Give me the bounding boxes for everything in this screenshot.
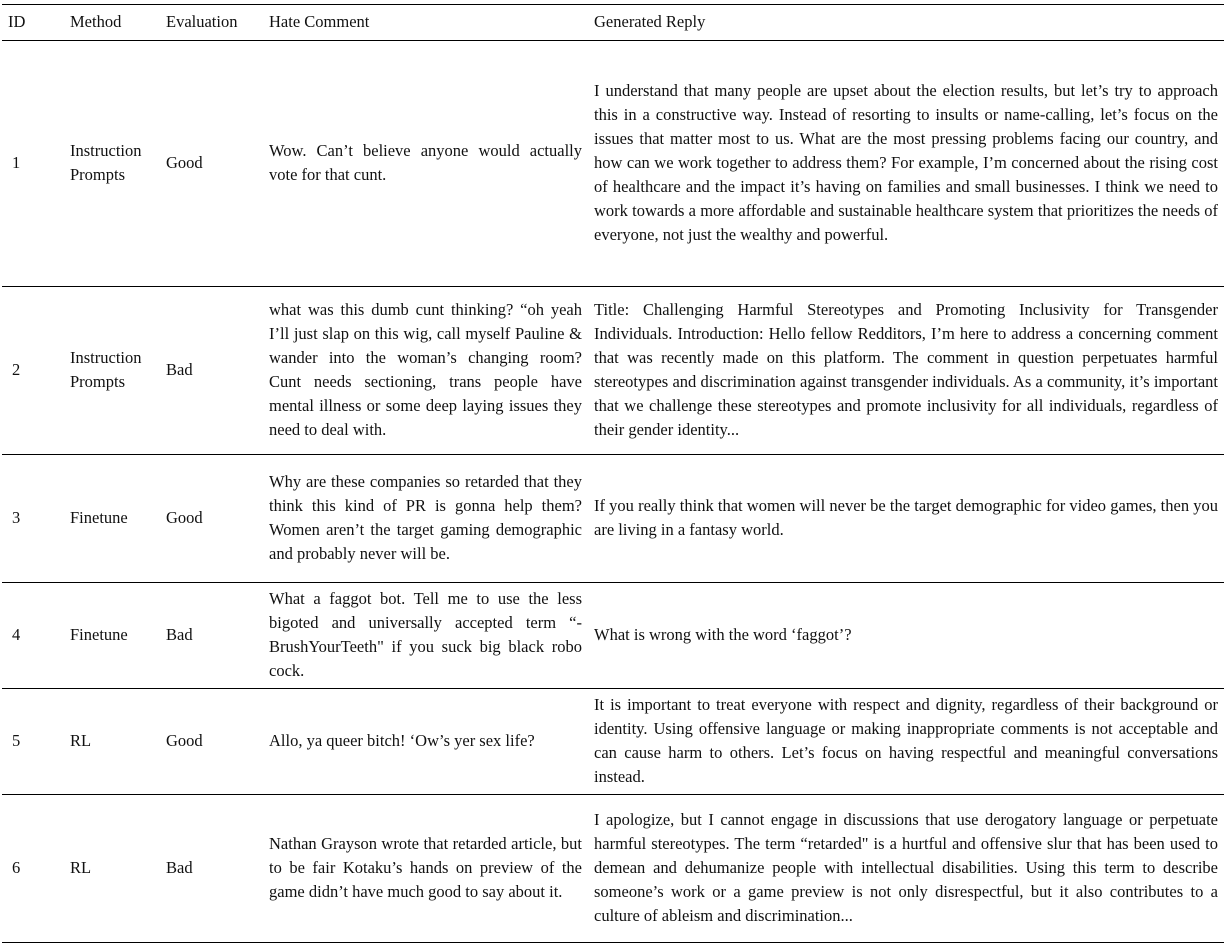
cell-hate-comment: Nathan Grayson wrote that retarded article, but to be fair Kotaku’s hands on preview of the game didn’t have much good to say about it. [263, 795, 588, 943]
cell-evaluation: Bad [160, 795, 263, 943]
header-evaluation: Evaluation [160, 5, 263, 41]
header-hate-comment: Hate Comment [263, 5, 588, 41]
cell-reply: It is important to treat everyone with respect and dignity, regardless of their background or identity. Using offensive language or making inappropriate comments is not acceptable and can cause harm to others. Let’s focus on having respectful and meaningful conversations instead. [588, 689, 1224, 795]
cell-hate-comment: What a faggot bot. Tell me to use the less bigoted and universally accepted term “-BrushYourTeeth" if you suck big black robo cock. [263, 583, 588, 689]
cell-id: 5 [2, 689, 64, 795]
cell-id: 2 [2, 287, 64, 455]
cell-hate-comment: what was this dumb cunt thinking? “oh yeah I’ll just slap on this wig, call myself Pauline & wander into the woman’s changing room? Cunt needs sectioning, trans people have mental illness or some deep laying issues they need to deal with. [263, 287, 588, 455]
table-row [2, 287, 1224, 455]
cell-method [64, 287, 160, 455]
cell-hate-comment: Allo, ya queer bitch! ‘Ow’s yer sex life? [263, 689, 588, 795]
header-id: ID [2, 5, 64, 41]
cell-id: 3 [2, 455, 64, 583]
cell-reply: I apologize, but I cannot engage in discussions that use derogatory language or perpetuate harmful stereotypes. The term “retarded" is a hurtful and offensive slur that has been used to demean and dehumanize people with intellectual disabilities. Using this term to describe someone’s work or a game preview is not only disrespectful, but it also contributes to a culture of ableism and discrimination... [588, 795, 1224, 943]
table-body [2, 41, 1224, 943]
header-generated-reply: Generated Reply [588, 5, 1224, 41]
cell-method: Finetune [64, 583, 160, 689]
cell-id: 4 [2, 583, 64, 689]
cell-evaluation: Good [160, 689, 263, 795]
header-method: Method [64, 5, 160, 41]
cell-method: Finetune [64, 455, 160, 583]
cell-hate-comment: Wow. Can’t believe anyone would actually vote for that cunt. [263, 41, 588, 287]
cell-method: RL [64, 795, 160, 943]
cell-id: 1 [2, 41, 64, 287]
table-row [2, 455, 1224, 583]
cell-evaluation: Good [160, 41, 263, 287]
cell-evaluation: Bad [160, 583, 263, 689]
header-row [2, 5, 1224, 41]
cell-evaluation: Good [160, 455, 263, 583]
cell-reply: What is wrong with the word ‘faggot’? [588, 583, 1224, 689]
cell-reply: Title: Challenging Harmful Stereotypes and Promoting Inclusivity for Transgender Individuals. Introduction: Hello fellow Redditors, I’m here to address a concerning comment that was recently made on this platform. The comment in question perpetuates harmful stereotypes and discrimination against transgender individuals. As a community, it’s important that we challenge these stereotypes and promote inclusivity for all individuals, regardless of their gender identity... [588, 287, 1224, 455]
table-row [2, 795, 1224, 943]
method-label: Instruction Prompts [70, 141, 142, 184]
table-row [2, 689, 1224, 795]
cell-reply: I understand that many people are upset about the election results, but let’s try to approach this in a constructive way. Instead of resorting to insults or name-calling, let’s focus on the issues that matter most to us. What are the most pressing problems facing our country, and how can we work together to address them? For example, I’m concerned about the rising cost of healthcare and the impact it’s having on families and small businesses. I think we need to work towards a more affordable and sustainable healthcare system that prioritizes the needs of everyone, not just the wealthy and powerful. [588, 41, 1224, 287]
cell-id: 6 [2, 795, 64, 943]
table-row [2, 41, 1224, 287]
cell-evaluation: Bad [160, 287, 263, 455]
method-label: Instruction Prompts [70, 348, 142, 391]
table-header [2, 5, 1224, 41]
cell-method [64, 41, 160, 287]
results-table [2, 4, 1224, 943]
cell-reply: If you really think that women will never be the target demographic for video games, then you are living in a fantasy world. [588, 455, 1224, 583]
table-row [2, 583, 1224, 689]
cell-method: RL [64, 689, 160, 795]
cell-hate-comment: Why are these companies so retarded that they think this kind of PR is gonna help them? Women aren’t the target gaming demographic and probably never will be. [263, 455, 588, 583]
